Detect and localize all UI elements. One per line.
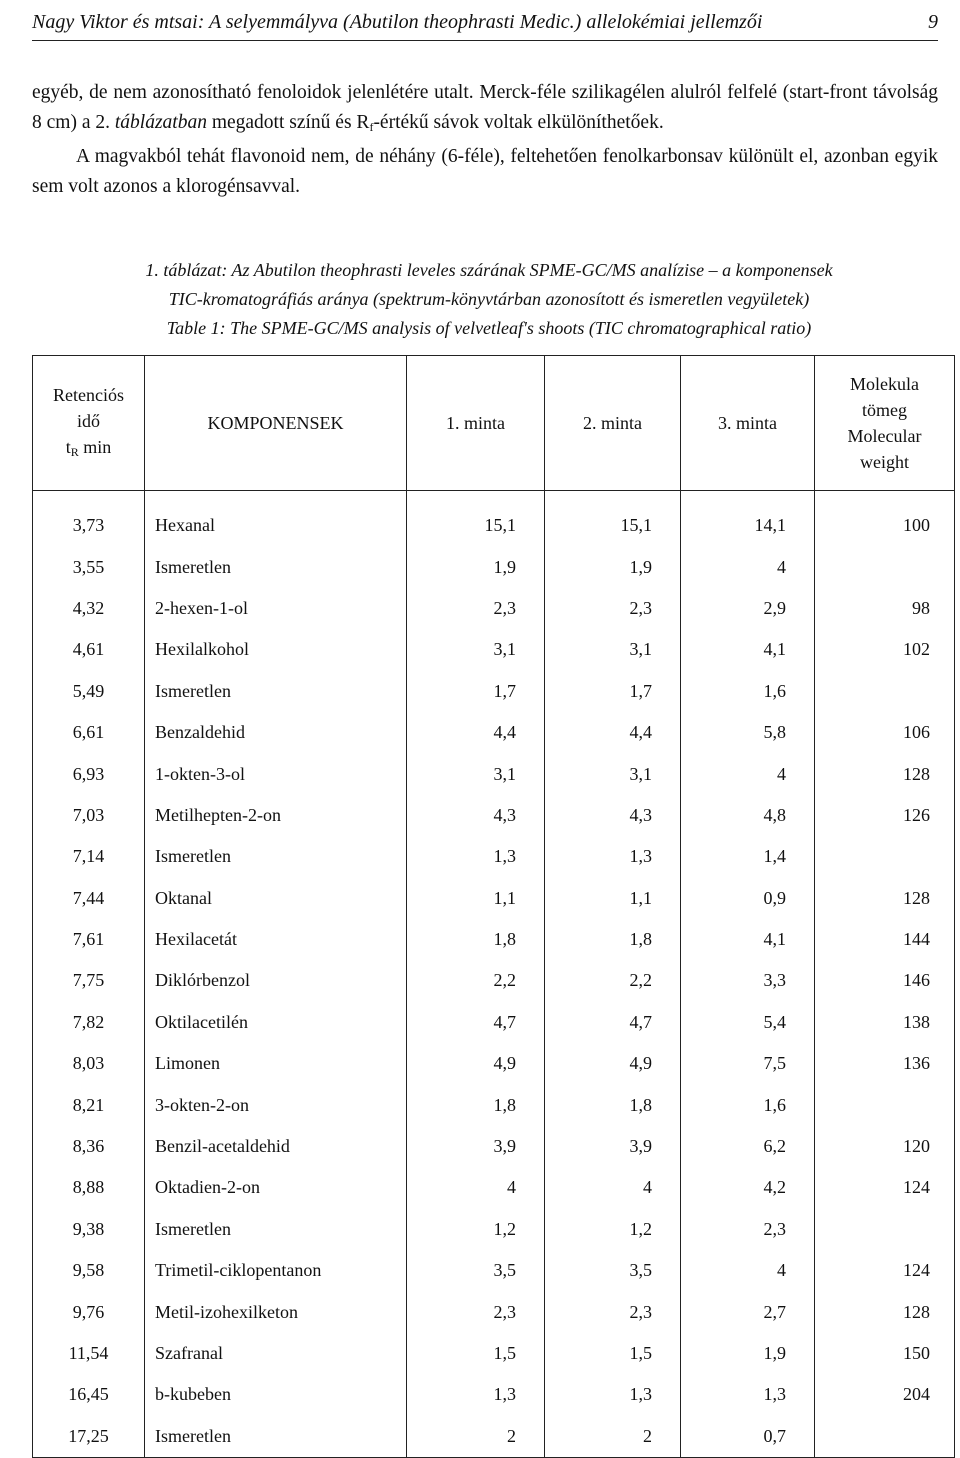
- molecular-weight-cell: 128: [815, 878, 955, 919]
- retention-time-cell: 7,61: [33, 919, 145, 960]
- retention-time-cell: 9,38: [33, 1209, 145, 1250]
- sample-3-cell: 4: [681, 753, 815, 794]
- molecular-weight-cell: 136: [815, 1043, 955, 1084]
- retention-time-cell: 8,88: [33, 1167, 145, 1208]
- component-cell: Ismeretlen: [145, 836, 407, 877]
- header-sample-1: 1. minta: [407, 356, 545, 491]
- table-row: [33, 1002, 955, 1043]
- table-caption: [48, 256, 930, 343]
- sample-1-cell: 1,2: [407, 1209, 545, 1250]
- component-cell: Trimetil-ciklopentanon: [145, 1250, 407, 1291]
- table-row: [33, 795, 955, 836]
- retention-time-cell: 11,54: [33, 1333, 145, 1374]
- sample-3-cell: 4,1: [681, 629, 815, 670]
- molecular-weight-cell: 204: [815, 1374, 955, 1415]
- component-cell: Hexilalkohol: [145, 629, 407, 670]
- retention-time-cell: 16,45: [33, 1374, 145, 1415]
- sample-1-cell: 4,4: [407, 712, 545, 753]
- component-cell: Benzaldehid: [145, 712, 407, 753]
- p1-subscript: f: [369, 120, 374, 134]
- sample-3-cell: 2,9: [681, 588, 815, 629]
- caption-line-2: TIC-kromatográfiás aránya (spektrum-könyvtárban azonosított és ismeretlen vegyületek): [168, 289, 810, 309]
- molecular-weight-cell: 106: [815, 712, 955, 753]
- component-cell: Limonen: [145, 1043, 407, 1084]
- retention-time-cell: 9,76: [33, 1291, 145, 1332]
- component-cell: b-kubeben: [145, 1374, 407, 1415]
- molecular-weight-cell: 128: [815, 1291, 955, 1332]
- component-cell: Metil-izohexilketon: [145, 1291, 407, 1332]
- header-retention-time: Retenciós idő $t_R$ min: [33, 356, 145, 491]
- molecular-weight-cell: [815, 1416, 955, 1458]
- table-row: [33, 712, 955, 753]
- table-row: [33, 1167, 955, 1208]
- sample-2-cell: 3,1: [545, 629, 681, 670]
- table-row: [33, 1416, 955, 1458]
- sample-2-cell: 4,4: [545, 712, 681, 753]
- sample-3-cell: 1,4: [681, 836, 815, 877]
- molecular-weight-cell: 124: [815, 1250, 955, 1291]
- p1-italic-ref: táblázatban: [114, 112, 207, 133]
- sample-3-cell: 1,3: [681, 1374, 815, 1415]
- p1-text-b: megadott színű és R: [206, 112, 370, 133]
- sample-3-cell: 4: [681, 546, 815, 587]
- component-cell: Szafranal: [145, 1333, 407, 1374]
- sample-3-cell: 14,1: [681, 491, 815, 547]
- sample-1-cell: 1,3: [407, 836, 545, 877]
- component-cell: Oktanal: [145, 878, 407, 919]
- caption-line-3: Table 1: The SPME-GC/MS analysis of velvetleaf's shoots (TIC chromatographical ratio): [166, 318, 812, 338]
- sample-3-cell: 6,2: [681, 1126, 815, 1167]
- sample-1-cell: 1,8: [407, 919, 545, 960]
- component-cell: 2-hexen-1-ol: [145, 588, 407, 629]
- molecular-weight-cell: 124: [815, 1167, 955, 1208]
- retention-time-cell: 3,55: [33, 546, 145, 587]
- table-header-row: [33, 356, 955, 491]
- retention-time-cell: 4,61: [33, 629, 145, 670]
- sample-2-cell: 2,2: [545, 960, 681, 1001]
- retention-time-cell: 7,14: [33, 836, 145, 877]
- sample-1-cell: 4,7: [407, 1002, 545, 1043]
- p1-text-c: -értékű sávok voltak elkülöníthetőek.: [373, 112, 664, 133]
- retention-time-cell: 8,36: [33, 1126, 145, 1167]
- sample-3-cell: 4,8: [681, 795, 815, 836]
- component-cell: Ismeretlen: [145, 1416, 407, 1458]
- sample-3-cell: 7,5: [681, 1043, 815, 1084]
- sample-2-cell: 4,3: [545, 795, 681, 836]
- sample-1-cell: 3,9: [407, 1126, 545, 1167]
- spme-gcms-table: [32, 355, 955, 1458]
- sample-3-cell: 1,6: [681, 1084, 815, 1125]
- header-molecular-weight: Molekula tömeg Molecular weight: [815, 356, 955, 491]
- molecular-weight-cell: 144: [815, 919, 955, 960]
- running-header: [32, 4, 938, 41]
- table-row: [33, 546, 955, 587]
- table-row: [33, 878, 955, 919]
- molecular-weight-cell: [815, 671, 955, 712]
- molecular-weight-cell: [815, 1084, 955, 1125]
- caption-line-1: 1. táblázat: Az Abutilon theophrasti leveles szárának SPME-GC/MS analízise – a komponensek: [145, 260, 833, 280]
- component-cell: Benzil-acetaldehid: [145, 1126, 407, 1167]
- sample-1-cell: 2: [407, 1416, 545, 1458]
- component-cell: 1-okten-3-ol: [145, 753, 407, 794]
- retention-time-cell: 7,75: [33, 960, 145, 1001]
- sample-1-cell: 4: [407, 1167, 545, 1208]
- sample-2-cell: 4: [545, 1167, 681, 1208]
- sample-1-cell: 4,9: [407, 1043, 545, 1084]
- sample-1-cell: 1,9: [407, 546, 545, 587]
- sample-3-cell: 0,7: [681, 1416, 815, 1458]
- molecular-weight-cell: 98: [815, 588, 955, 629]
- table-row: [33, 1374, 955, 1415]
- table-row: [33, 629, 955, 670]
- sample-3-cell: 2,3: [681, 1209, 815, 1250]
- retention-time-cell: 7,82: [33, 1002, 145, 1043]
- sample-3-cell: 2,7: [681, 1291, 815, 1332]
- molecular-weight-cell: 146: [815, 960, 955, 1001]
- component-cell: Ismeretlen: [145, 1209, 407, 1250]
- sample-3-cell: 3,3: [681, 960, 815, 1001]
- retention-time-cell: 9,58: [33, 1250, 145, 1291]
- sample-2-cell: 1,5: [545, 1333, 681, 1374]
- sample-3-cell: 5,4: [681, 1002, 815, 1043]
- component-cell: Diklórbenzol: [145, 960, 407, 1001]
- sample-2-cell: 1,7: [545, 671, 681, 712]
- page-number: 9: [928, 10, 938, 33]
- sample-1-cell: 15,1: [407, 491, 545, 547]
- sample-2-cell: 1,3: [545, 836, 681, 877]
- retention-time-cell: 3,73: [33, 491, 145, 547]
- sample-1-cell: 4,3: [407, 795, 545, 836]
- retention-time-cell: 6,93: [33, 753, 145, 794]
- retention-time-cell: 7,03: [33, 795, 145, 836]
- molecular-weight-cell: 100: [815, 491, 955, 547]
- molecular-weight-cell: 128: [815, 753, 955, 794]
- retention-time-cell: 4,32: [33, 588, 145, 629]
- sample-2-cell: 3,1: [545, 753, 681, 794]
- table-row: [33, 1084, 955, 1125]
- table-row: [33, 1333, 955, 1374]
- component-cell: Oktadien-2-on: [145, 1167, 407, 1208]
- sample-2-cell: 1,9: [545, 546, 681, 587]
- component-cell: Hexilacetát: [145, 919, 407, 960]
- table-row: [33, 1291, 955, 1332]
- table-body: [33, 491, 955, 1458]
- sample-2-cell: 1,2: [545, 1209, 681, 1250]
- table-row: [33, 960, 955, 1001]
- table-row: [33, 836, 955, 877]
- retention-time-cell: 8,03: [33, 1043, 145, 1084]
- table-row: [33, 1126, 955, 1167]
- molecular-weight-cell: 138: [815, 1002, 955, 1043]
- header-sample-3: 3. minta: [681, 356, 815, 491]
- sample-1-cell: 3,5: [407, 1250, 545, 1291]
- molecular-weight-cell: [815, 836, 955, 877]
- sample-1-cell: 1,8: [407, 1084, 545, 1125]
- sample-3-cell: 4,2: [681, 1167, 815, 1208]
- table-row: [33, 588, 955, 629]
- table-row: [33, 1209, 955, 1250]
- component-cell: Hexanal: [145, 491, 407, 547]
- sample-2-cell: 1,8: [545, 1084, 681, 1125]
- retention-time-cell: 17,25: [33, 1416, 145, 1458]
- molecular-weight-cell: [815, 1209, 955, 1250]
- sample-2-cell: 1,8: [545, 919, 681, 960]
- component-cell: Metilhepten-2-on: [145, 795, 407, 836]
- paragraph-2: A magvakból tehát flavonoid nem, de néhány (6-féle), feltehetően fenolkarbonsav különült el, azonban egyik sem volt azonos a klorogénsavval.: [32, 146, 938, 197]
- sample-2-cell: 15,1: [545, 491, 681, 547]
- header-sample-2: 2. minta: [545, 356, 681, 491]
- sample-1-cell: 2,3: [407, 1291, 545, 1332]
- sample-3-cell: 1,9: [681, 1333, 815, 1374]
- body-text: [32, 78, 938, 202]
- retention-time-cell: 8,21: [33, 1084, 145, 1125]
- table-row: [33, 491, 955, 547]
- molecular-weight-cell: 102: [815, 629, 955, 670]
- retention-time-cell: 6,61: [33, 712, 145, 753]
- retention-time-cell: 5,49: [33, 671, 145, 712]
- molecular-weight-cell: [815, 546, 955, 587]
- sample-1-cell: 1,7: [407, 671, 545, 712]
- table-row: [33, 919, 955, 960]
- component-cell: 3-okten-2-on: [145, 1084, 407, 1125]
- header-components: KOMPONENSEK: [145, 356, 407, 491]
- sample-1-cell: 1,5: [407, 1333, 545, 1374]
- sample-3-cell: 1,6: [681, 671, 815, 712]
- sample-1-cell: 2,2: [407, 960, 545, 1001]
- sample-2-cell: 2,3: [545, 1291, 681, 1332]
- table-row: [33, 671, 955, 712]
- component-cell: Oktilacetilén: [145, 1002, 407, 1043]
- running-title: Nagy Viktor és mtsai: A selyemmályva (Abutilon theophrasti Medic.) allelokémiai jellemzői: [32, 10, 763, 33]
- sample-2-cell: 1,3: [545, 1374, 681, 1415]
- sample-2-cell: 3,9: [545, 1126, 681, 1167]
- sample-1-cell: 1,1: [407, 878, 545, 919]
- sample-3-cell: 0,9: [681, 878, 815, 919]
- sample-3-cell: 4: [681, 1250, 815, 1291]
- sample-2-cell: 4,9: [545, 1043, 681, 1084]
- sample-2-cell: 2,3: [545, 588, 681, 629]
- p1-text-a: egyéb, de nem azonosítható fenoloidok jelenlétére utalt. Merck-féle szilikagélen alulról felfelé (start-front távolság 8 cm) a 2.: [32, 82, 938, 133]
- table-row: [33, 1043, 955, 1084]
- sample-1-cell: 3,1: [407, 629, 545, 670]
- retention-time-cell: 7,44: [33, 878, 145, 919]
- sample-1-cell: 2,3: [407, 588, 545, 629]
- sample-3-cell: 5,8: [681, 712, 815, 753]
- sample-2-cell: 4,7: [545, 1002, 681, 1043]
- component-cell: Ismeretlen: [145, 671, 407, 712]
- component-cell: Ismeretlen: [145, 546, 407, 587]
- sample-2-cell: 2: [545, 1416, 681, 1458]
- molecular-weight-cell: 120: [815, 1126, 955, 1167]
- sample-1-cell: 1,3: [407, 1374, 545, 1415]
- sample-2-cell: 1,1: [545, 878, 681, 919]
- sample-3-cell: 4,1: [681, 919, 815, 960]
- sample-1-cell: 3,1: [407, 753, 545, 794]
- table-row: [33, 753, 955, 794]
- sample-2-cell: 3,5: [545, 1250, 681, 1291]
- paragraph-1: [32, 78, 938, 142]
- molecular-weight-cell: 126: [815, 795, 955, 836]
- table-row: [33, 1250, 955, 1291]
- molecular-weight-cell: 150: [815, 1333, 955, 1374]
